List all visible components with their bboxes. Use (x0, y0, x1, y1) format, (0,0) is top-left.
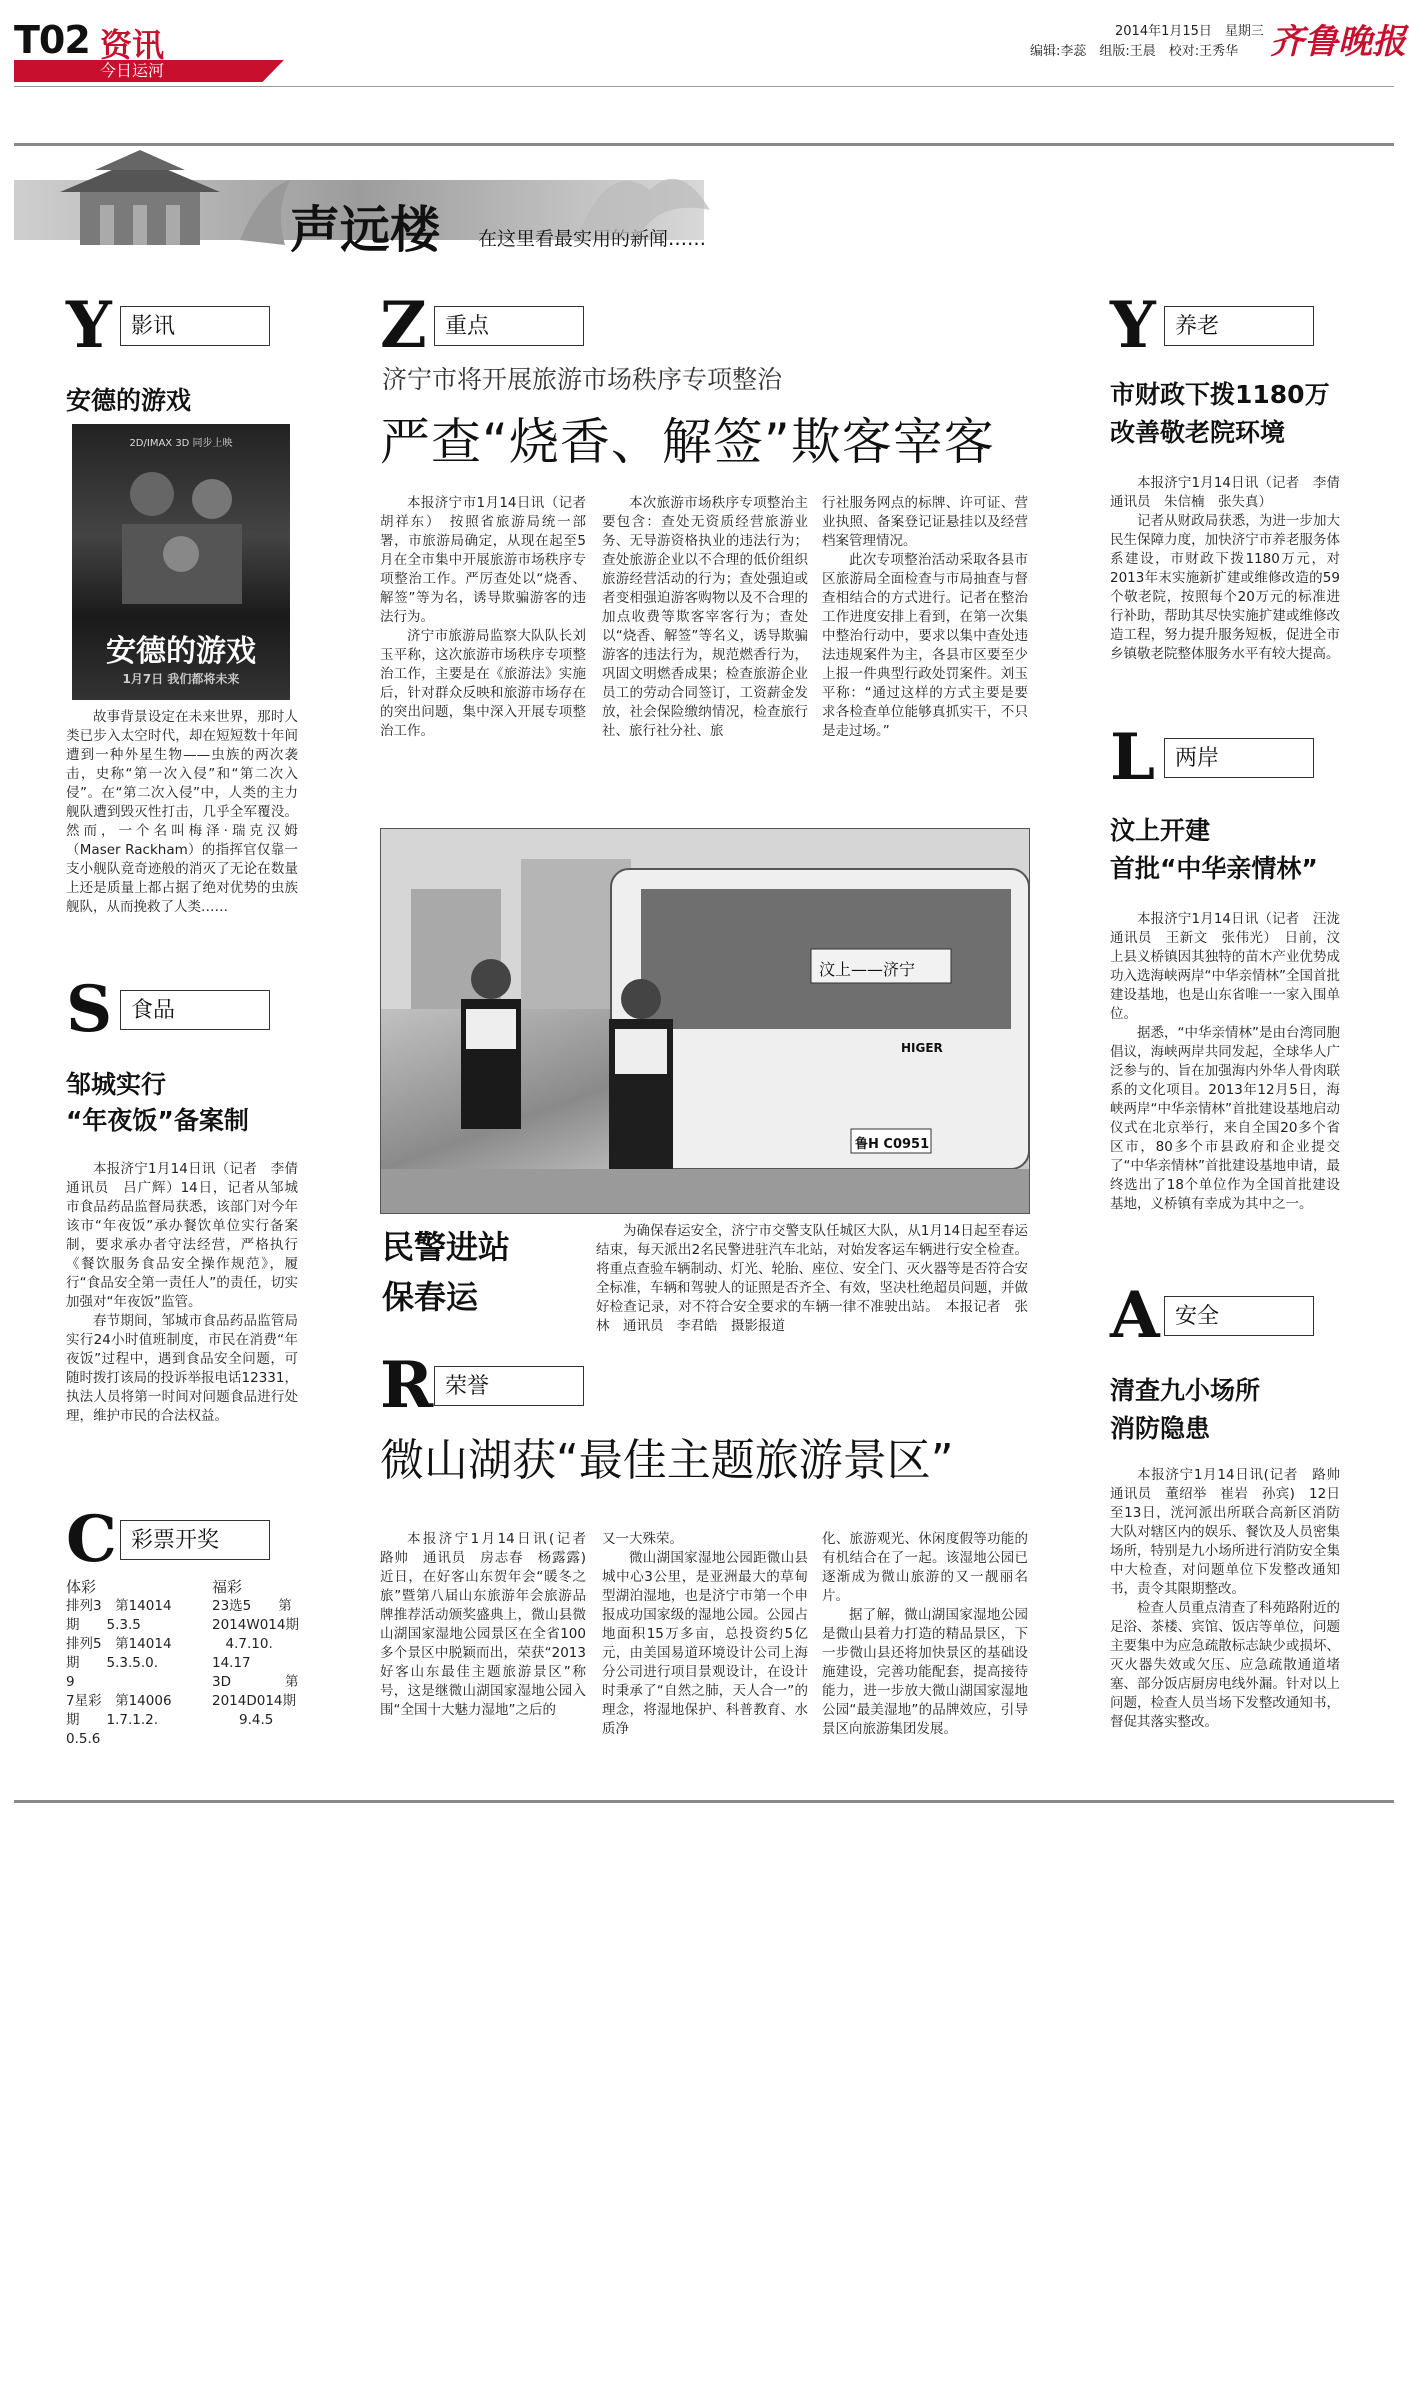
banner-top-rule (14, 143, 1394, 146)
lottery-line: 4.7.10. (212, 1636, 273, 1652)
honor-paragraph: 据了解，微山湖国家湿地公园是微山县着力打造的精品景区，下一步微山县还将加快景区的基础设施建设，完善功能配套，提高接待能力，进一步放大微山湖国家湿地公园“最美湿地”的品牌效应，引导景区向旅游集团发展。 (822, 1607, 1028, 1737)
food-body (66, 1160, 312, 1426)
lottery-line: 9.4.5 (212, 1712, 274, 1728)
bottom-rule (14, 1800, 1394, 1803)
poster-tagline: 2D/IMAX 3D 同步上映 (129, 438, 233, 449)
lily-illustration (560, 150, 720, 240)
lottery-sports (66, 1578, 206, 1749)
kicker-food (66, 972, 270, 1047)
banner-title: 声远楼 (290, 201, 440, 259)
safety-paragraph: 检查人员重点清查了科苑路附近的足浴、茶楼、宾馆、饭店等单位，问题主要集中为应急疏散标志缺少或损坏、灭火器失效或欠压、应急疏散通道堵塞、部分饭店厨房电线外漏。针对以上问题，检查人员当场下发整改通知书，督促其落实整改。 (1110, 1600, 1340, 1730)
header-rule (14, 86, 1394, 87)
kicker-strait (1110, 720, 1314, 795)
lottery-line: 期 5.3.5 (66, 1617, 141, 1633)
strait-paragraph: 本报济宁1月14日讯（记者 汪泷 通讯员 王新文 张伟光） 日前，汶上县义桥镇因其独特的苗木产业优势成功入选海峡两岸“中华亲情林”全国首批建设基地，也是山东省唯一一家入围单位。 (1110, 911, 1354, 1022)
kicker-focus (380, 288, 584, 363)
lottery-welfare-head: 福彩 (212, 1578, 243, 1596)
kicker-letter: R (380, 1348, 434, 1423)
lottery-line: 期 1.7.1.2. (66, 1712, 159, 1728)
focus-paragraph: 行社服务网点的标牌、许可证、营业执照、备案登记证悬挂以及经营档案管理情况。 (822, 495, 1028, 549)
focus-paragraph: 本报济宁市1月14日讯（记者 胡祥东） 按照省旅游局统一部署，市旅游局确定，从现在起至5月在全市集中开展旅游市场秩序专项整治工作。严厉查处以“烧香、解签”等为名，诱导欺骗游客的违法行为。 (380, 495, 600, 625)
police-headline-1: 民警进站 (382, 1228, 511, 1266)
kicker-safety (1110, 1278, 1314, 1353)
police-body (596, 1222, 1028, 1336)
honor-paragraph: 本报济宁1月14日讯(记者 路帅 通讯员 房志春 杨露露) 近日，在好客山东贺年会“暖冬之旅”暨第八届山东旅游年会旅游品牌推荐活动颁奖盛典上，微山县微山湖国家湿地公园景区在全省100多个景区中脱颖而出，荣获“2013好客山东最佳主题旅游景区”称号，这是继微山湖国家湿地公园入围“全国十大魅力湿地”之后的 (380, 1531, 600, 1718)
kicker-letter: Y (1110, 288, 1156, 363)
lottery-line: 期 5.3.5.0. (66, 1655, 159, 1671)
bus-brand: HIGER (901, 1041, 943, 1055)
focus-col-3 (822, 494, 1028, 741)
film-poster (72, 424, 290, 700)
kicker-letter: L (1110, 720, 1155, 795)
food-paragraph: 本报济宁1月14日讯（记者 李倩 通讯员 吕广辉）14日，记者从邹城市食品药品监督局获悉，该部门对今年该市“年夜饭”承办餐饮单位实行备案制，要求承办者守法经营，严格执行《餐饮服务食品安全操作规范》，履行“食品安全第一责任人”的责任，切实加强对“年夜饭”监管。 (66, 1161, 312, 1310)
photo-scene (381, 829, 1029, 1213)
focus-headline: 严查“烧香、解签”欺客宰客 (380, 413, 995, 471)
safety-body (1110, 1466, 1354, 1732)
newspaper-logo: 齐鲁晚报 (1270, 22, 1406, 62)
lottery-welfare (212, 1578, 322, 1730)
strait-body (1110, 910, 1354, 1214)
police-headline-2: 保春运 (382, 1278, 479, 1316)
sub-section: 今日运河 (100, 61, 165, 80)
strait-headline-2: 首批“中华亲情林” (1110, 854, 1318, 883)
lottery-line: 3D 第 (212, 1674, 299, 1690)
focus-paragraph: 济宁市旅游局监察大队队长刘玉平称，这次旅游市场秩序专项整治工作，主要是在《旅游法》实施后，针对群众反映和旅游市场存在的突出问题，集中深入开展专项整治工作。 (380, 628, 586, 739)
kicker-letter: Y (66, 288, 112, 363)
elder-body (1110, 474, 1354, 664)
pavilion-illustration (40, 150, 300, 250)
honor-paragraph: 微山湖国家湿地公园距微山县城中心3公里，是亚洲最大的草甸型湖泊湿地，也是济宁市第一个申报成功国家级的湿地公园。公园占地面积15万多亩，总投资约5亿元，由美国易道环境设计公司上海分公司进行项目景观设计，在设计时秉承了“自然之肺，天人合一”的理念，将湿地保护、科普教育、水质净 (602, 1550, 808, 1737)
lottery-line: 23选5 第 (212, 1598, 292, 1614)
focus-subhead: 济宁市将开展旅游市场秩序专项整治 (382, 365, 783, 394)
honor-paragraph: 又一大殊荣。 (602, 1531, 683, 1547)
kicker-honor (380, 1348, 584, 1423)
kicker-film (66, 288, 270, 363)
kicker-label: 荣誉 (434, 1366, 584, 1406)
police-photo (380, 828, 1030, 1214)
focus-paragraph: 此次专项整治活动采取各县市区旅游局全面检查与市局抽查与督查相结合的方式进行。记者在整治工作进度安排上看到，在第一次集中整治行动中，要求以集中查处违法违规案件为主，各县市区要至少上报一件典型行政处罚案件。刘玉平称：“通过这样的方式主要是要求各检查单位能够真抓实干，不只是走过场。” (822, 552, 1028, 739)
film-paragraph: 故事背景设定在未来世界，那时人类已步入太空时代，却在短短数十年间遭到一种外星生物——虫族的两次袭击，史称“第一次入侵”和“第二次入侵”。在“第二次入侵”中，人类的主力舰队遭到毁灭性打击，几乎全军覆没。然而，一个名叫梅泽·瑞克汉姆（Maser Rackham）的指挥官仅靠一支小舰队竟奇迹般的消灭了无论在数量上还是质量上都占据了绝对优势的虫族舰队，从而挽救了人类…… (66, 709, 298, 915)
honor-col-2 (602, 1530, 808, 1739)
lottery-line: 排列3 第14014 (66, 1598, 172, 1614)
safety-headline-1: 清查九小场所 (1110, 1376, 1261, 1405)
elder-paragraph: 记者从财政局获悉，为进一步加大民生保障力度，加快济宁市养老服务体系建设，市财政下拨1180万元，对2013年末实施新扩建或维修改造的59个敬老院，按照每个20万元的标准进行补助，帮助其尽快实施扩建或维修改造工程，努力提升服务短板，促进全市乡镇敬老院整体服务水平有较大提高。 (1110, 513, 1340, 662)
kicker-label: 重点 (434, 306, 584, 346)
lottery-line: 2014D014期 (212, 1693, 297, 1709)
strait-paragraph: 据悉，“中华亲情林”是由台湾同胞倡议，海峡两岸共同发起，全球华人广泛参与的、旨在加强海内外华人骨肉联系的文化项目。2013年12月5日，海峡两岸“中华亲情林”首批建设基地启动仪式在北京举行，来自全国20多个省区市，80多个市县政府和企业提交了“中华亲情林”首批建设基地申请，最终选出了18个单位作为全国首批建设基地，义桥镇有幸成为其中之一。 (1110, 1025, 1340, 1212)
kicker-label: 养老 (1164, 306, 1314, 346)
page-code: T02 (14, 18, 90, 62)
bus-plate: 鲁H C0951 (855, 1137, 930, 1152)
kicker-label: 食品 (120, 990, 270, 1030)
food-paragraph: 春节期间，邹城市食品药品监管局实行24小时值班制度，市民在消费“年夜饭”过程中，遇到食品安全问题，可随时拨打该局的投诉举报电话12331，执法人员将第一时间对问题食品进行处理，维护市民的合法权益。 (66, 1313, 298, 1424)
lottery-line: 7星彩 第14006 (66, 1693, 172, 1709)
poster-figures (92, 454, 270, 614)
banner-tagline: 在这里看最实用的新闻…… (478, 228, 707, 250)
editor-credits: 编辑:李蕊 组版:王晨 校对:王秀华 (1030, 44, 1239, 59)
kicker-label: 彩票开奖 (120, 1520, 270, 1560)
focus-col-1 (380, 494, 600, 741)
police-paragraph: 为确保春运安全，济宁市交警支队任城区大队，从1月14日起至春运结束，每天派出2名民警进驻汽车北站，对始发客运车辆进行安全检查。将重点查验车辆制动、灯光、轮胎、座位、安全门、灭火器等是否符合安全标准，车辆和驾驶人的证照是否齐全、有效，坚决杜绝超员问题，并做好检查记录，对不符合安全要求的车辆一律不准驶出站。 本报记者 张林 通讯员 李君皓 摄影报道 (596, 1223, 1028, 1334)
honor-col-1 (380, 1530, 600, 1720)
kicker-label: 安全 (1164, 1296, 1314, 1336)
film-body (66, 708, 298, 917)
food-headline-1: 邹城实行 (66, 1070, 167, 1099)
poster-date: 1月7日 我们都将未来 (122, 672, 240, 686)
elder-headline-1: 市财政下拨1180万 (1110, 380, 1330, 409)
focus-col-2 (602, 494, 808, 741)
elder-paragraph: 本报济宁1月14日讯（记者 李倩 通讯员 朱信楠 张失真） (1110, 475, 1354, 510)
kicker-letter: S (66, 972, 113, 1047)
poster-title: 安德的游戏 (106, 634, 256, 669)
safety-headline-2: 消防隐患 (1110, 1414, 1211, 1443)
elder-headline-2: 改善敬老院环境 (1110, 418, 1286, 447)
food-headline-2: “年夜饭”备案制 (66, 1106, 249, 1135)
honor-paragraph: 化、旅游观光、休闲度假等功能的有机结合在了一起。该湿地公园已逐渐成为微山旅游的又一靓丽名片。 (822, 1531, 1028, 1604)
kicker-letter: C (66, 1502, 117, 1577)
kicker-elder (1110, 288, 1314, 363)
lottery-line: 2014W014期 (212, 1617, 299, 1633)
honor-headline: 微山湖获“最佳主题旅游景区” (380, 1435, 954, 1486)
section-title: 资讯 (100, 26, 165, 64)
kicker-letter: Z (380, 288, 427, 363)
safety-paragraph: 本报济宁1月14日讯(记者 路帅 通讯员 董绍举 崔岩 孙宾) 12日至13日，洸河派出所联合高新区消防大队对辖区内的娱乐、餐饮及人员密集场所，特别是九小场所进行消防安全集中大检查，对问题单位下发整改通知书，责令其限期整改。 (1110, 1467, 1354, 1597)
lottery-line: 排列5 第14014 (66, 1636, 172, 1652)
bus-destination-sign: 汶上——济宁 (819, 960, 916, 979)
kicker-lottery (66, 1502, 270, 1577)
issue-date: 2014年1月15日 星期三 (1115, 24, 1264, 39)
kicker-label: 两岸 (1164, 738, 1314, 778)
focus-paragraph: 本次旅游市场秩序专项整治主要包含：查处无资质经营旅游业务、无导游资格执业的违法行为；查处旅游企业以不合理的低价组织旅游经营活动的行为；查处强迫或者变相强迫游客购物以及不合理的加点收费等欺客宰客行为；查处以“烧香、解签”等名义，诱导欺骗游客的违法行为，规范燃香行为，巩固文明燃香成果；检查旅游企业员工的劳动合同签订，工资薪金发放，社会保险缴纳情况，检查旅行社、旅行社分社、旅 (602, 495, 808, 739)
strait-headline-1: 汶上开建 (1110, 816, 1211, 845)
lottery-sports-head: 体彩 (66, 1578, 97, 1596)
police-headline (382, 1222, 510, 1322)
lottery-line: 14.17 (212, 1655, 251, 1671)
lottery-line: 0.5.6 (66, 1731, 101, 1747)
lottery-line: 9 (66, 1674, 75, 1690)
kicker-letter: A (1110, 1278, 1160, 1353)
honor-col-3 (822, 1530, 1028, 1739)
kicker-label: 影讯 (120, 306, 270, 346)
film-headline: 安德的游戏 (66, 386, 192, 415)
